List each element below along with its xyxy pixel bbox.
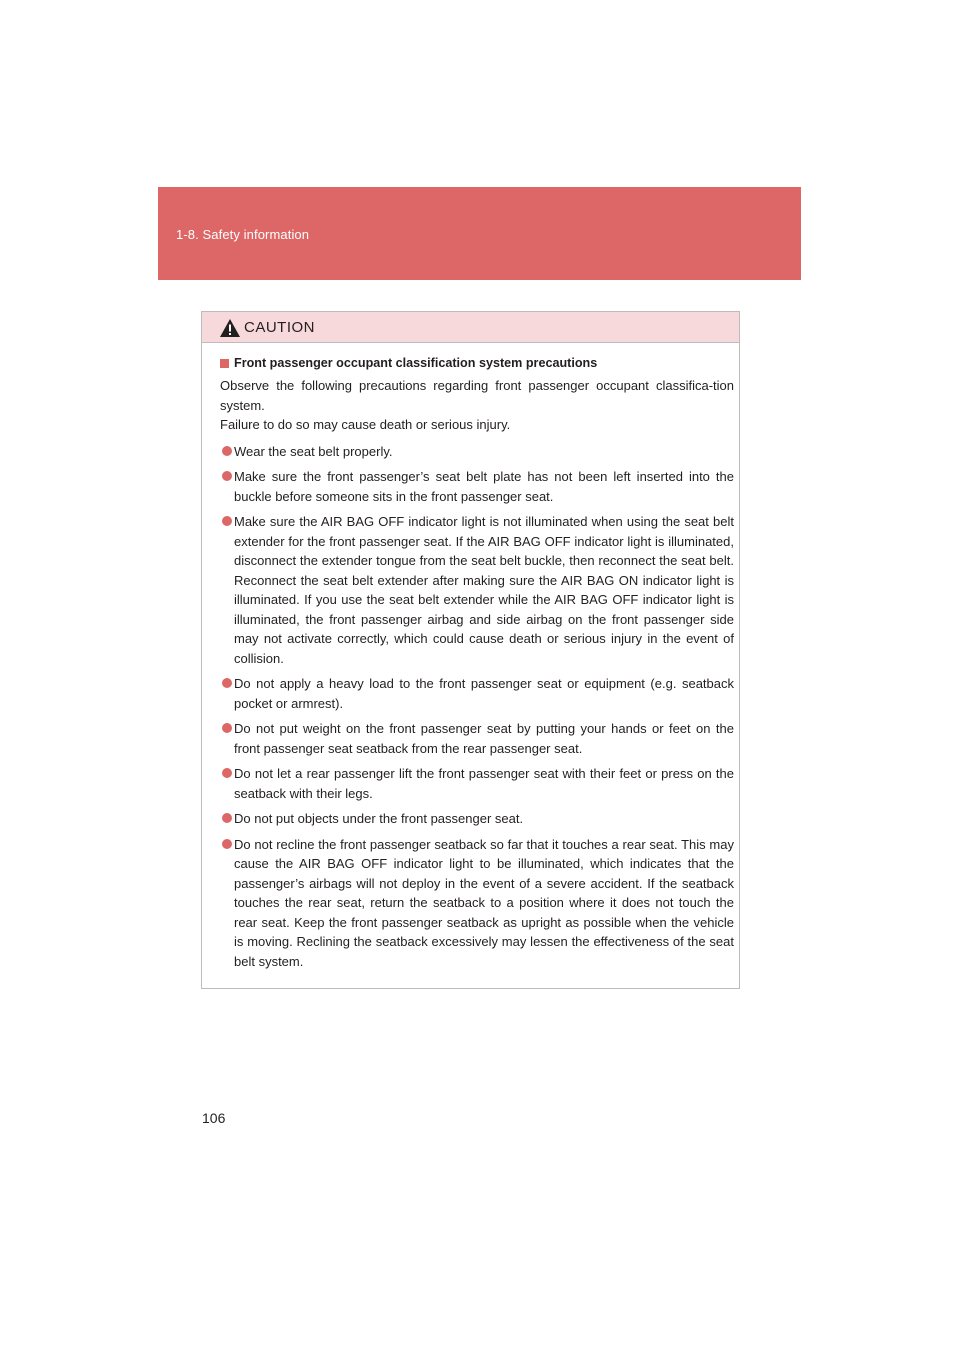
circle-bullet-icon <box>222 446 232 456</box>
circle-bullet-icon <box>222 839 232 849</box>
warning-triangle-icon <box>219 318 241 338</box>
caution-header <box>202 312 739 343</box>
list-item <box>220 809 734 829</box>
list-item-text: Do not put objects under the front passenger seat. <box>234 811 524 826</box>
circle-bullet-icon <box>222 723 232 733</box>
precaution-list <box>220 442 734 972</box>
circle-bullet-icon <box>222 471 232 481</box>
caution-label: CAUTION <box>244 319 315 336</box>
circle-bullet-icon <box>222 768 232 778</box>
intro-line: Observe the following precautions regarding front passenger occupant classifica-tion system. <box>220 378 734 413</box>
list-item-text: Do not put weight on the front passenger seat by putting your hands or feet on the front passenger seat seatback from the rear passenger seat. <box>234 721 734 756</box>
list-item <box>220 467 734 506</box>
list-item-text: Do not recline the front passenger seatback so far that it touches a rear seat. This may cause the AIR BAG OFF indicator light to be illuminated, which indicates that the passenger’s airbags will not deploy in the event of a severe accident. If the seatback touches the rear seat, return the seatback to a position where it does not touch the rear seat. Keep the front passenger seatback as upright as possible when the vehicle is moving. Reclining the seatback excessively may lessen the effectiveness of the seat belt system. <box>234 836 734 969</box>
caution-box <box>201 311 740 989</box>
intro-paragraph <box>220 376 734 435</box>
section-heading <box>220 356 734 370</box>
circle-bullet-icon <box>222 678 232 688</box>
list-item-text: Do not apply a heavy load to the front passenger seat or equipment (e.g. seatback pocket or armrest). <box>234 676 734 711</box>
list-item <box>220 442 734 462</box>
caution-body <box>202 343 739 971</box>
section-title: 1-8. Safety information <box>176 227 310 242</box>
page-number: 106 <box>202 1110 226 1126</box>
circle-bullet-icon <box>222 516 232 526</box>
list-item <box>220 512 734 668</box>
list-item <box>220 835 734 972</box>
list-item <box>220 719 734 758</box>
circle-bullet-icon <box>222 813 232 823</box>
section-heading-text: Front passenger occupant classification system precautions <box>234 356 598 370</box>
square-bullet-icon <box>220 359 229 368</box>
list-item-text: Wear the seat belt properly. <box>234 443 393 459</box>
list-item-text: Make sure the AIR BAG OFF indicator light is not illuminated when using the seat belt extender for the front passenger seat. If the AIR BAG OFF indicator light is illuminated, disconnect the extender tongue from the seat belt buckle, then reconnect the seat belt. Reconnect the seat belt extender after making sure the AIR BAG ON indicator light is illuminated. If you use the seat belt extender while the AIR BAG OFF indicator light is illuminated, the front passenger airbag and side airbag on the front passenger side may not activate correctly, which could cause death or serious injury in the event of collision. <box>234 514 734 666</box>
list-item-text: Do not let a rear passenger lift the front passenger seat with their feet or press on the seatback with their legs. <box>234 766 734 801</box>
section-header-band <box>158 187 801 280</box>
list-item <box>220 674 734 713</box>
list-item-text: Make sure the front passenger’s seat belt plate has not been left inserted into the buckle before someone sits in the front passenger seat. <box>234 469 734 504</box>
list-item <box>220 764 734 803</box>
intro-line: Failure to do so may cause death or serious injury. <box>220 417 511 432</box>
